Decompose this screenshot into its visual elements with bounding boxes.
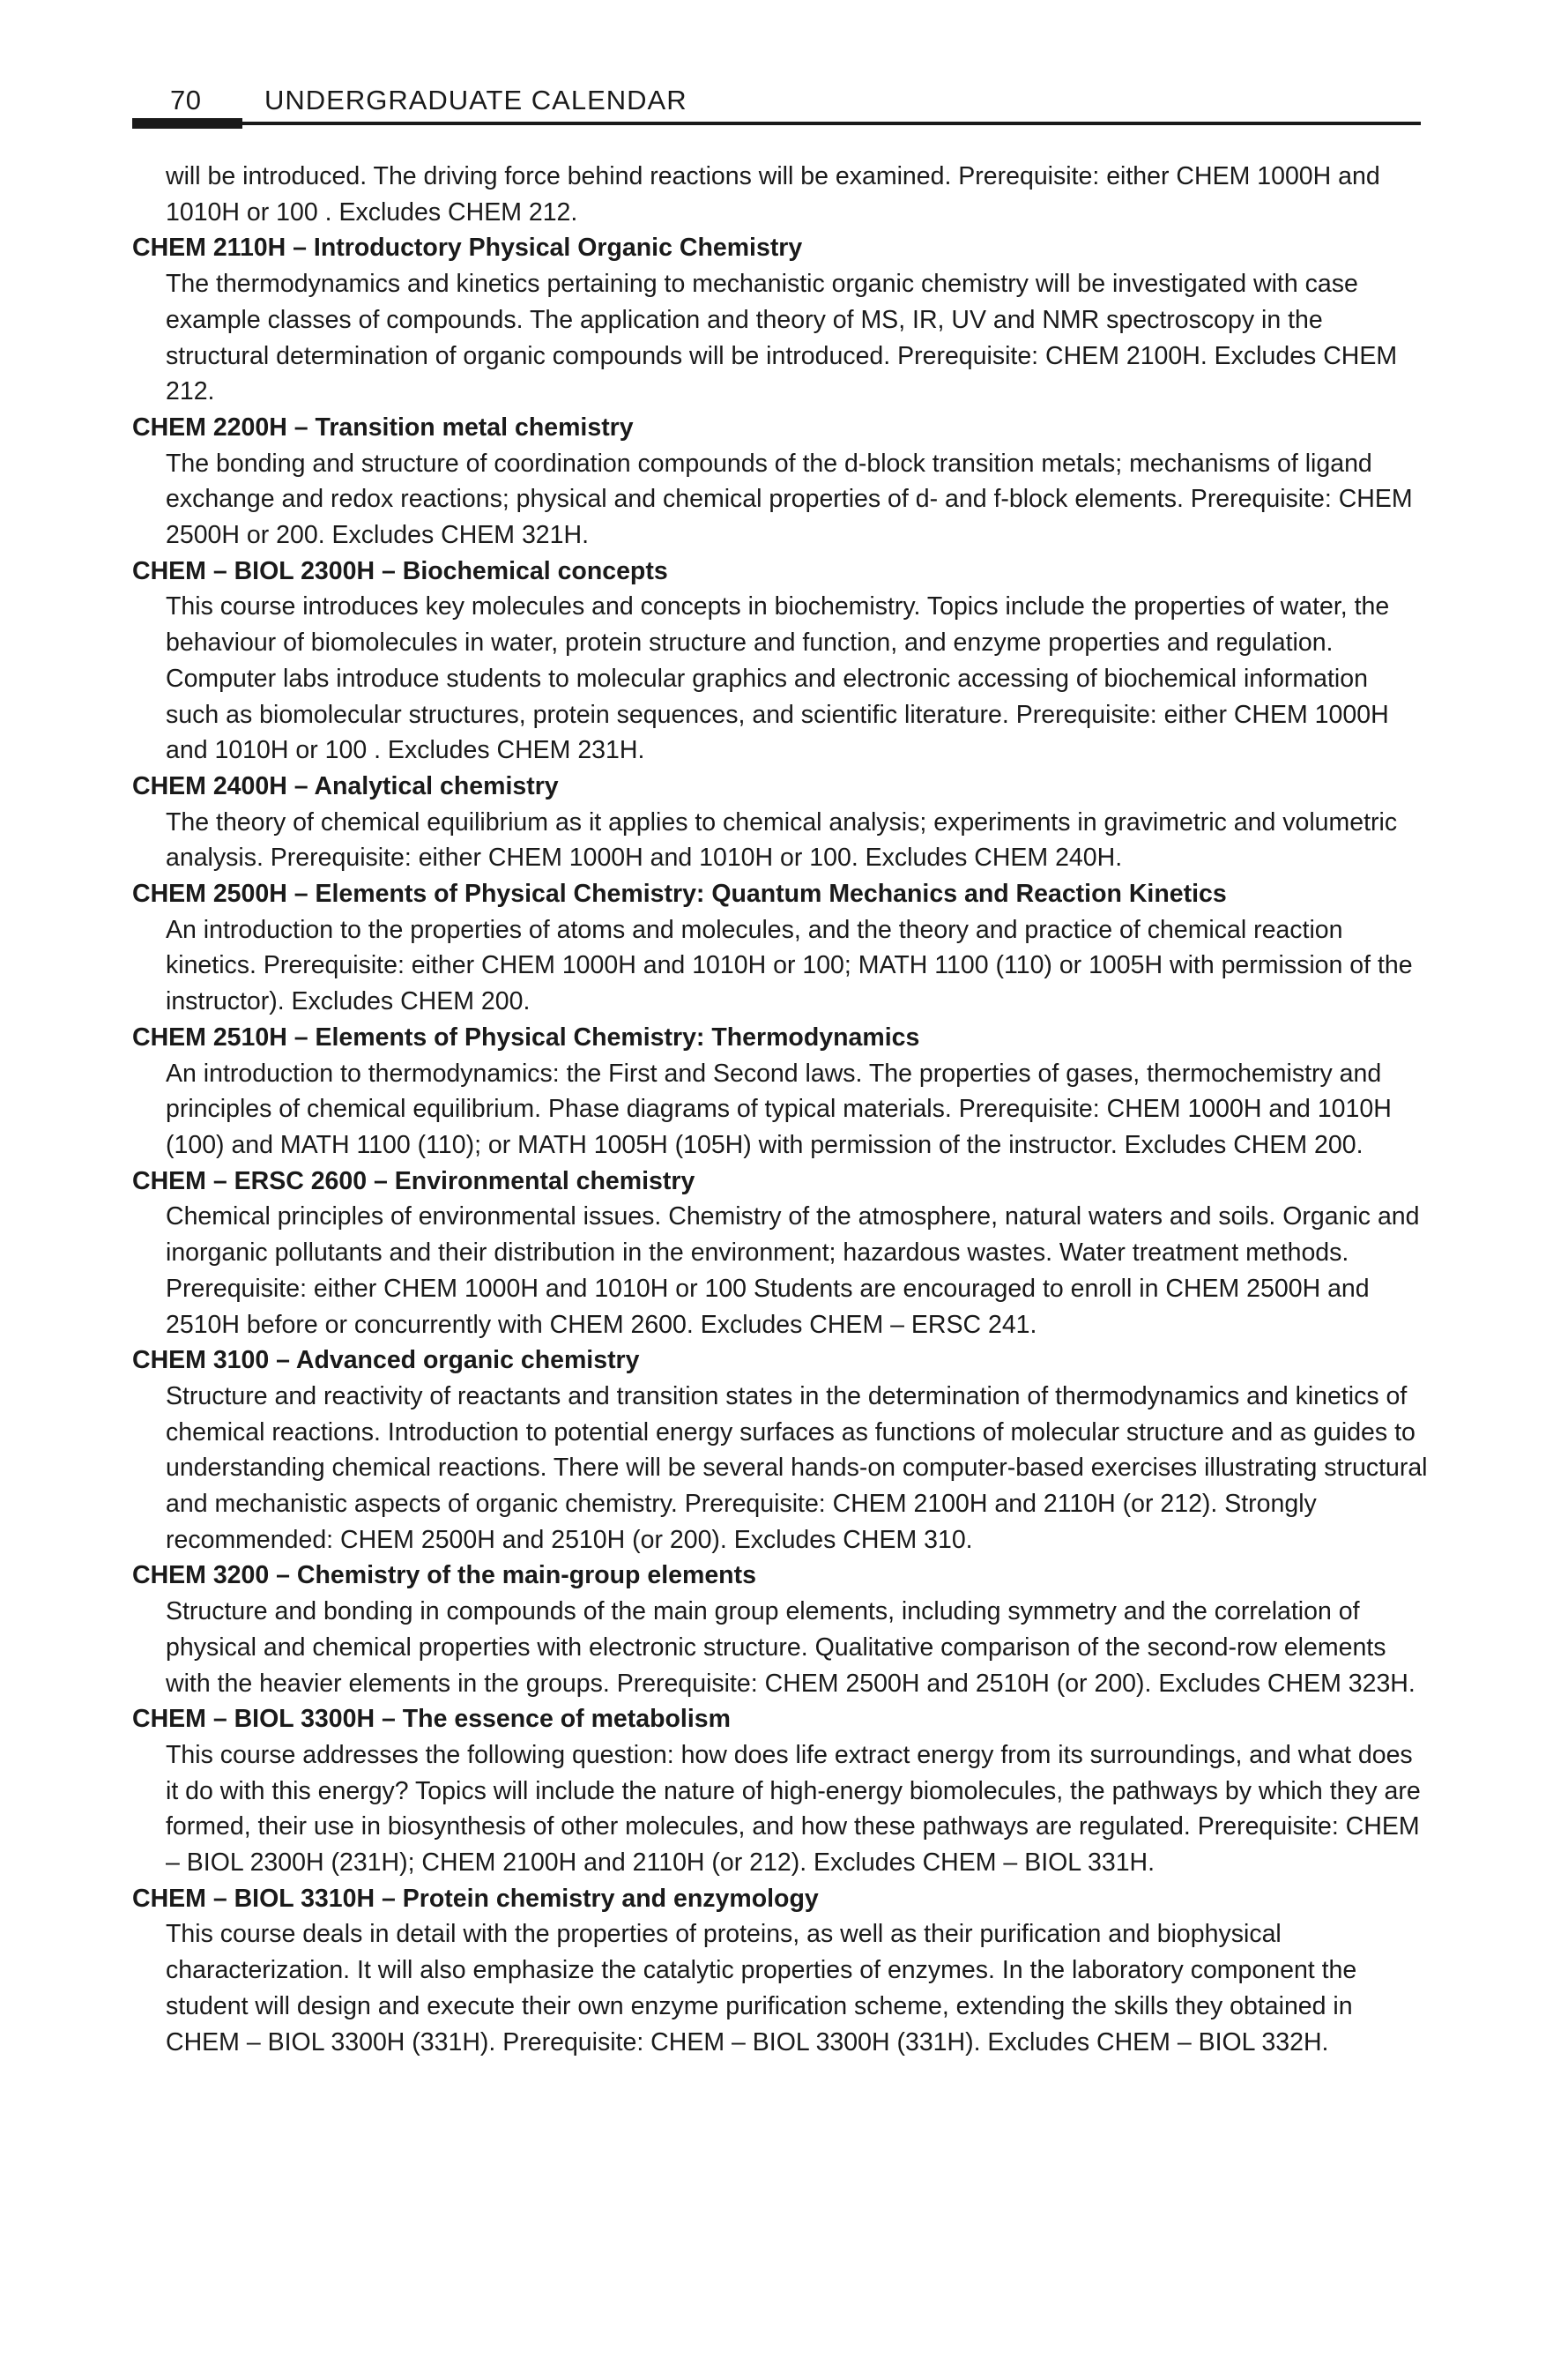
course-entry (132, 1342, 1428, 1558)
course-entry (132, 1881, 1428, 2061)
course-title: CHEM 2510H – Elements of Physical Chemistry: Thermodynamics (132, 1023, 920, 1052)
course-description: An introduction to thermodynamics: the First and Second laws. The properties of gases, thermochemistry and principles of chemical equilibrium. Phase diagrams of typical materials. Prerequisite: CHEM 1000H and 1010H (100) and MATH 1100 (110); or MATH 1005H (105H) with permission of the instructor. Excludes CHEM 200. (166, 1059, 1392, 1159)
course-title: CHEM – BIOL 2300H – Biochemical concepts (132, 556, 668, 585)
course-title: CHEM – BIOL 3300H – The essence of metabolism (132, 1705, 731, 1734)
course-title: CHEM 3200 – Chemistry of the main-group elements (132, 1561, 756, 1590)
course-description: Structure and reactivity of reactants and transition states in the determination of thermodynamics and kinetics of chemical reactions. Introduction to potential energy surfaces as functions of molecular structure and as guides to understanding chemical reactions. There will be several hands-on computer-based exercises illustrating structural and mechanistic aspects of organic chemistry. Prerequisite: CHEM 2100H and 2110H (or 212). Strongly recommended: CHEM 2500H and 2510H (or 200). Excludes CHEM 310. (166, 1381, 1428, 1554)
continued-description: will be introduced. The driving force behind reactions will be examined. Prerequisite: either CHEM 1000H and 1010H or 100 . Excludes CHEM 212. (166, 162, 1380, 227)
course-entry (132, 554, 1428, 769)
course-description: The thermodynamics and kinetics pertaining to mechanistic organic chemistry will be investigated with case example classes of compounds. The application and theory of MS, IR, UV and NMR spectroscopy in the structural determination of organic compounds will be introduced. Prerequisite: CHEM 2100H. Excludes CHEM 212. (166, 270, 1398, 406)
course-description: Chemical principles of environmental issues. Chemistry of the atmosphere, natural waters and soils. Organic and inorganic pollutants and their distribution in the environment; hazardous wastes. Water treatment methods. Prerequisite: either CHEM 1000H and 1010H or 100 Students are encouraged to enroll in CHEM 2500H and 2510H before or concurrently with CHEM 2600. Excludes CHEM – ERSC 241. (166, 1202, 1420, 1339)
course-entry (132, 1701, 1428, 1881)
course-entry (132, 410, 1428, 554)
course-title: CHEM – ERSC 2600 – Environmental chemistry (132, 1166, 695, 1195)
course-description: Structure and bonding in compounds of the main group elements, including symmetry and the correlation of physical and chemical properties with electronic structure. Qualitative comparison of the second-row elements with the heavier elements in the groups. Prerequisite: CHEM 2500H and 2510H (or 200). Excludes CHEM 323H. (166, 1597, 1416, 1698)
course-description: This course addresses the following question: how does life extract energy from its surroundings, and what does it do with this energy? Topics will include the nature of high-energy biomolecules, the pathways by which they are formed, their use in biosynthesis of other molecules, and how these pathways are regulated. Prerequisite: CHEM – BIOL 2300H (231H); CHEM 2100H and 2110H (or 212). Excludes CHEM – BIOL 331H. (166, 1740, 1421, 1878)
course-entries (132, 230, 1428, 2060)
course-title: CHEM 2110H – Introductory Physical Organic Chemistry (132, 234, 803, 263)
course-title: CHEM 2500H – Elements of Physical Chemistry: Quantum Mechanics and Reaction Kinetics (132, 880, 1227, 909)
course-title: CHEM – BIOL 3310H – Protein chemistry and enzymology (132, 1884, 819, 1913)
course-title: CHEM 2400H – Analytical chemistry (132, 771, 559, 800)
course-entry (132, 769, 1428, 876)
running-title: UNDERGRADUATE CALENDAR (264, 85, 687, 115)
course-description: An introduction to the properties of atoms and molecules, and the theory and practice of chemical reaction kinetics. Prerequisite: either CHEM 1000H and 1010H or 100; MATH 1100 (110) or 1005H with permission of the instructor). Excludes CHEM 200. (166, 915, 1413, 1016)
course-listing (132, 159, 1428, 2060)
course-entry (132, 1164, 1428, 1343)
course-entry (132, 1020, 1428, 1164)
course-title: CHEM 2200H – Transition metal chemistry (132, 413, 634, 442)
header-rule (132, 122, 1421, 125)
course-description: This course introduces key molecules and concepts in biochemistry. Topics include the properties of water, the behaviour of biomolecules in water, protein structure and function, and enzyme properties and regulation. Computer labs introduce students to molecular graphics and electronic accessing of biochemical information such as biomolecular structures, protein sequences, and scientific literature. Prerequisite: either CHEM 1000H and 1010H or 100 . Excludes CHEM 231H. (166, 592, 1390, 765)
course-entry (132, 230, 1428, 410)
course-entry (132, 876, 1428, 1020)
course-description: The bonding and structure of coordination compounds of the d-block transition metals; mechanisms of ligand exchange and redox reactions; physical and chemical properties of d- and f-block elements. Prerequisite: CHEM 2500H or 200. Excludes CHEM 321H. (166, 449, 1413, 550)
page-header (132, 83, 1421, 127)
course-description: This course deals in detail with the properties of proteins, as well as their purification and biophysical characterization. It will also emphasize the catalytic properties of enzymes. In the laboratory component the student will design and execute their own enzyme purification scheme, extending the skills they obtained in CHEM – BIOL 3300H (331H). Prerequisite: CHEM – BIOL 3300H (331H). Excludes CHEM – BIOL 332H. (166, 1920, 1357, 2056)
course-entry (132, 1558, 1428, 1701)
course-description: The theory of chemical equilibrium as it applies to chemical analysis; experiments in gravimetric and volumetric analysis. Prerequisite: either CHEM 1000H and 1010H or 100. Excludes CHEM 240H. (166, 807, 1398, 873)
course-title: CHEM 3100 – Advanced organic chemistry (132, 1346, 640, 1375)
page-number: 70 (170, 85, 202, 115)
